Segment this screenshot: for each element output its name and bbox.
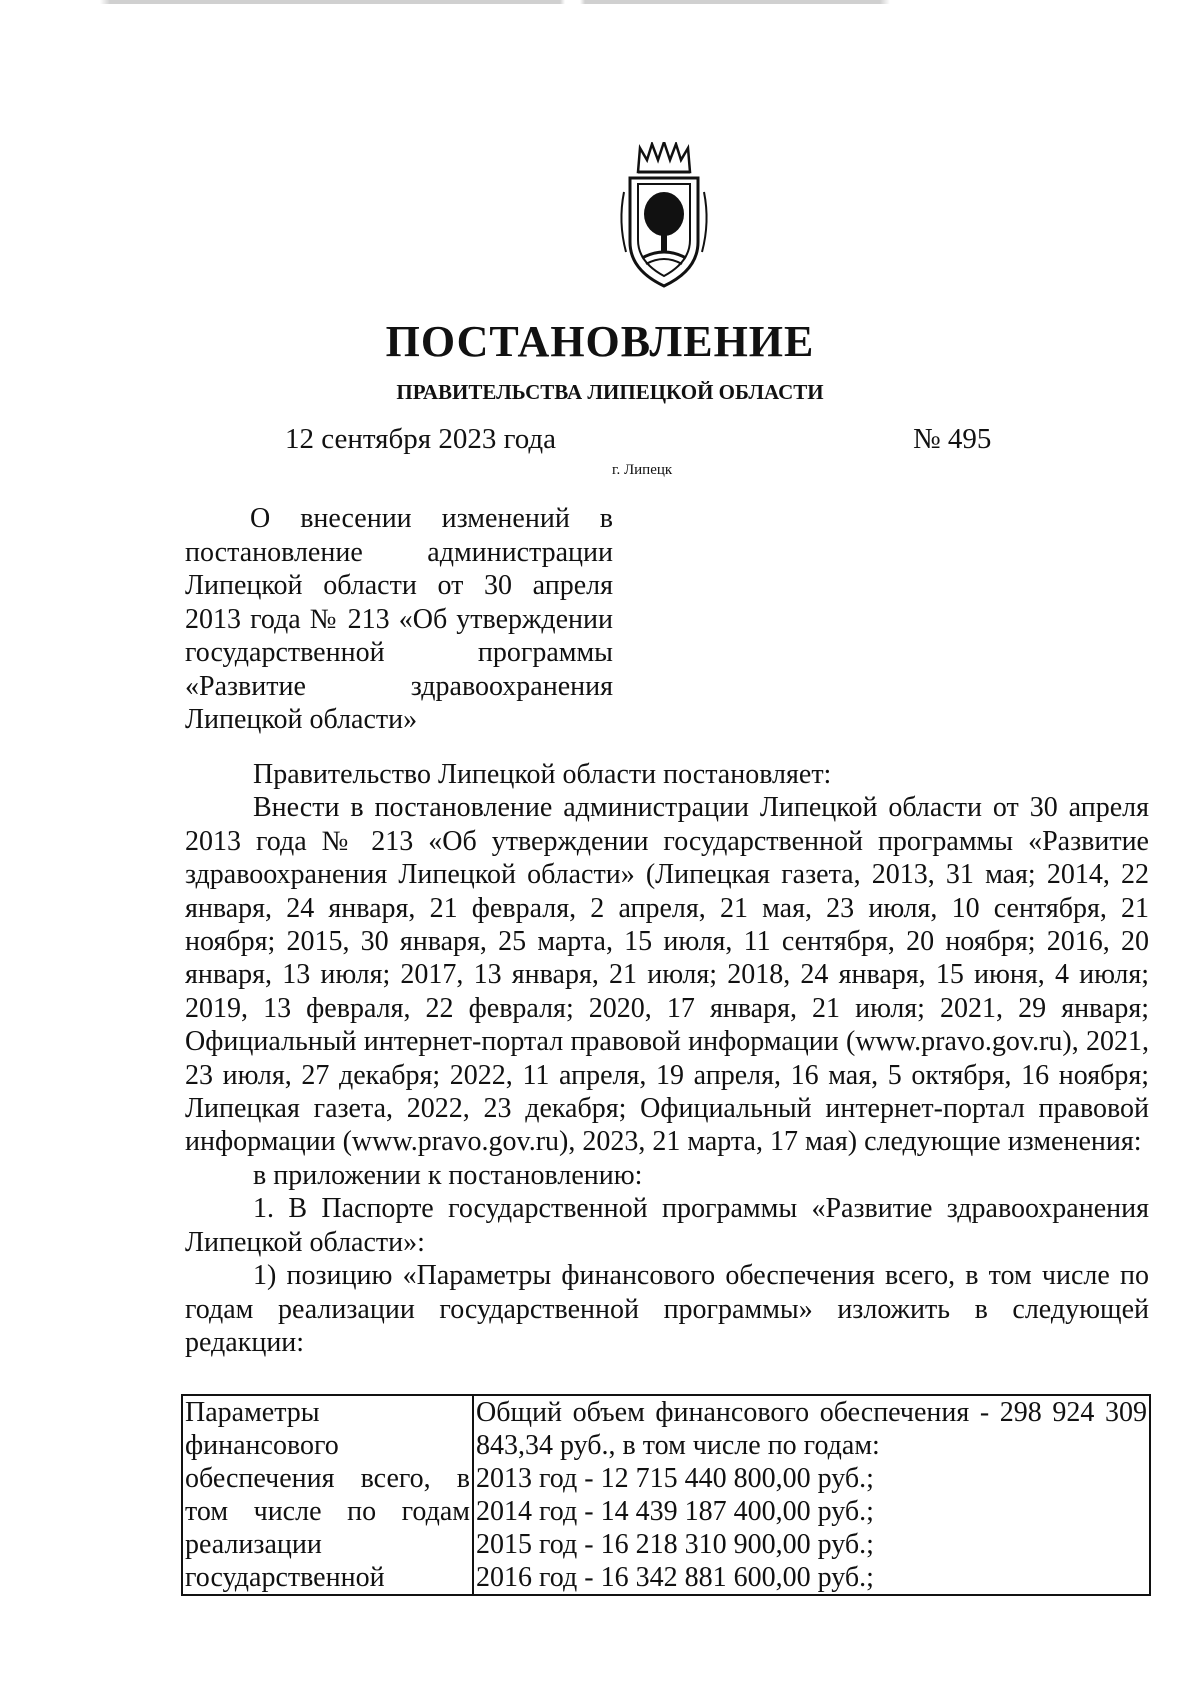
item-1-paragraph: 1. В Паспорте государственной программы «Развитие здравоохранения Липецкой области»: (185, 1193, 1149, 1258)
item-1-1-paragraph: 1) позицию «Параметры финансового обеспечения всего, в том числе по годам реализации государственной программы» изложить в следующей редакции: (185, 1260, 1149, 1358)
year-financing-line: 2014 год - 14 439 187 400,00 руб.; (476, 1496, 874, 1527)
year-financing-line: 2013 год - 12 715 440 800,00 руб.; (476, 1463, 874, 1494)
year-financing-line: 2016 год - 16 342 881 600,00 руб.; (476, 1562, 874, 1593)
scan-top-edge (0, 0, 1200, 4)
document-body (185, 758, 1149, 1359)
total-financing-continuation: 843,34 руб., в том числе по годам: (476, 1430, 880, 1461)
document-date: 12 сентября 2023 года (285, 423, 557, 455)
preamble-paragraph: Правительство Липецкой области постановляет: (253, 759, 832, 790)
document-title: ПОСТАНОВЛЕНИЕ (385, 317, 815, 366)
main-paragraph: Внести в постановление администрации Липецкой области от 30 апреля 2013 года № 213 «Об утверждении государственной программы «Развитие здравоохранения Липецкой области» (Липецкая газета, 2013, 31 мая; 2014, 22 января, 24 января, 21 февраля, 2 апреля, 21 мая, 23 июля, 10 сентября, 21 ноября; 2015, 30 января, 25 марта, 15 июля, 11 сентября, 20 ноября; 2016, 20 января, 13 июля; 2017, 13 января, 21 июля; 2018, 24 января, 15 июня, 4 июля; 2019, 13 февраля, 22 февраля; 2020, 17 января, 21 июля; 2021, 29 января; Официальный интернет-портал правовой информации (www.pravo.gov.ru), 2021, 23 июля, 27 декабря; 2022, 11 апреля, 19 апреля, 16 мая, 5 октября, 16 ноября; Липецкая газета, 2022, 23 декабря; Официальный интернет-портал правовой информации (www.pravo.gov.ru), 2023, 21 марта, 17 мая) следующие изменения: (185, 792, 1149, 1158)
financing-parameters-table (181, 1394, 1151, 1596)
table-row (182, 1395, 1150, 1595)
coat-of-arms-icon (616, 142, 712, 292)
parameter-value-cell (473, 1395, 1150, 1595)
appendix-intro-paragraph: в приложении к постановлению: (253, 1159, 643, 1191)
parameter-name-cell: Параметры финансового обеспечения всего, в том числе по годам реализации государственной (182, 1395, 473, 1595)
year-financing-line: 2015 год - 16 218 310 900,00 руб.; (476, 1529, 874, 1560)
total-financing-line: Общий объем финансового обеспечения - 298 924 309 (476, 1397, 1147, 1428)
document-city: г. Липецк (612, 462, 673, 478)
document-number: № 495 (913, 423, 992, 455)
document-subject: О внесении изменений в постановление администрации Липецкой области от 30 апреля 2013 года № 213 «Об утверждении государственной программы «Развитие здравоохранения Липецкой области» (185, 503, 613, 735)
issuing-authority: ПРАВИТЕЛЬСТВА ЛИПЕЦКОЙ ОБЛАСТИ (396, 380, 824, 404)
